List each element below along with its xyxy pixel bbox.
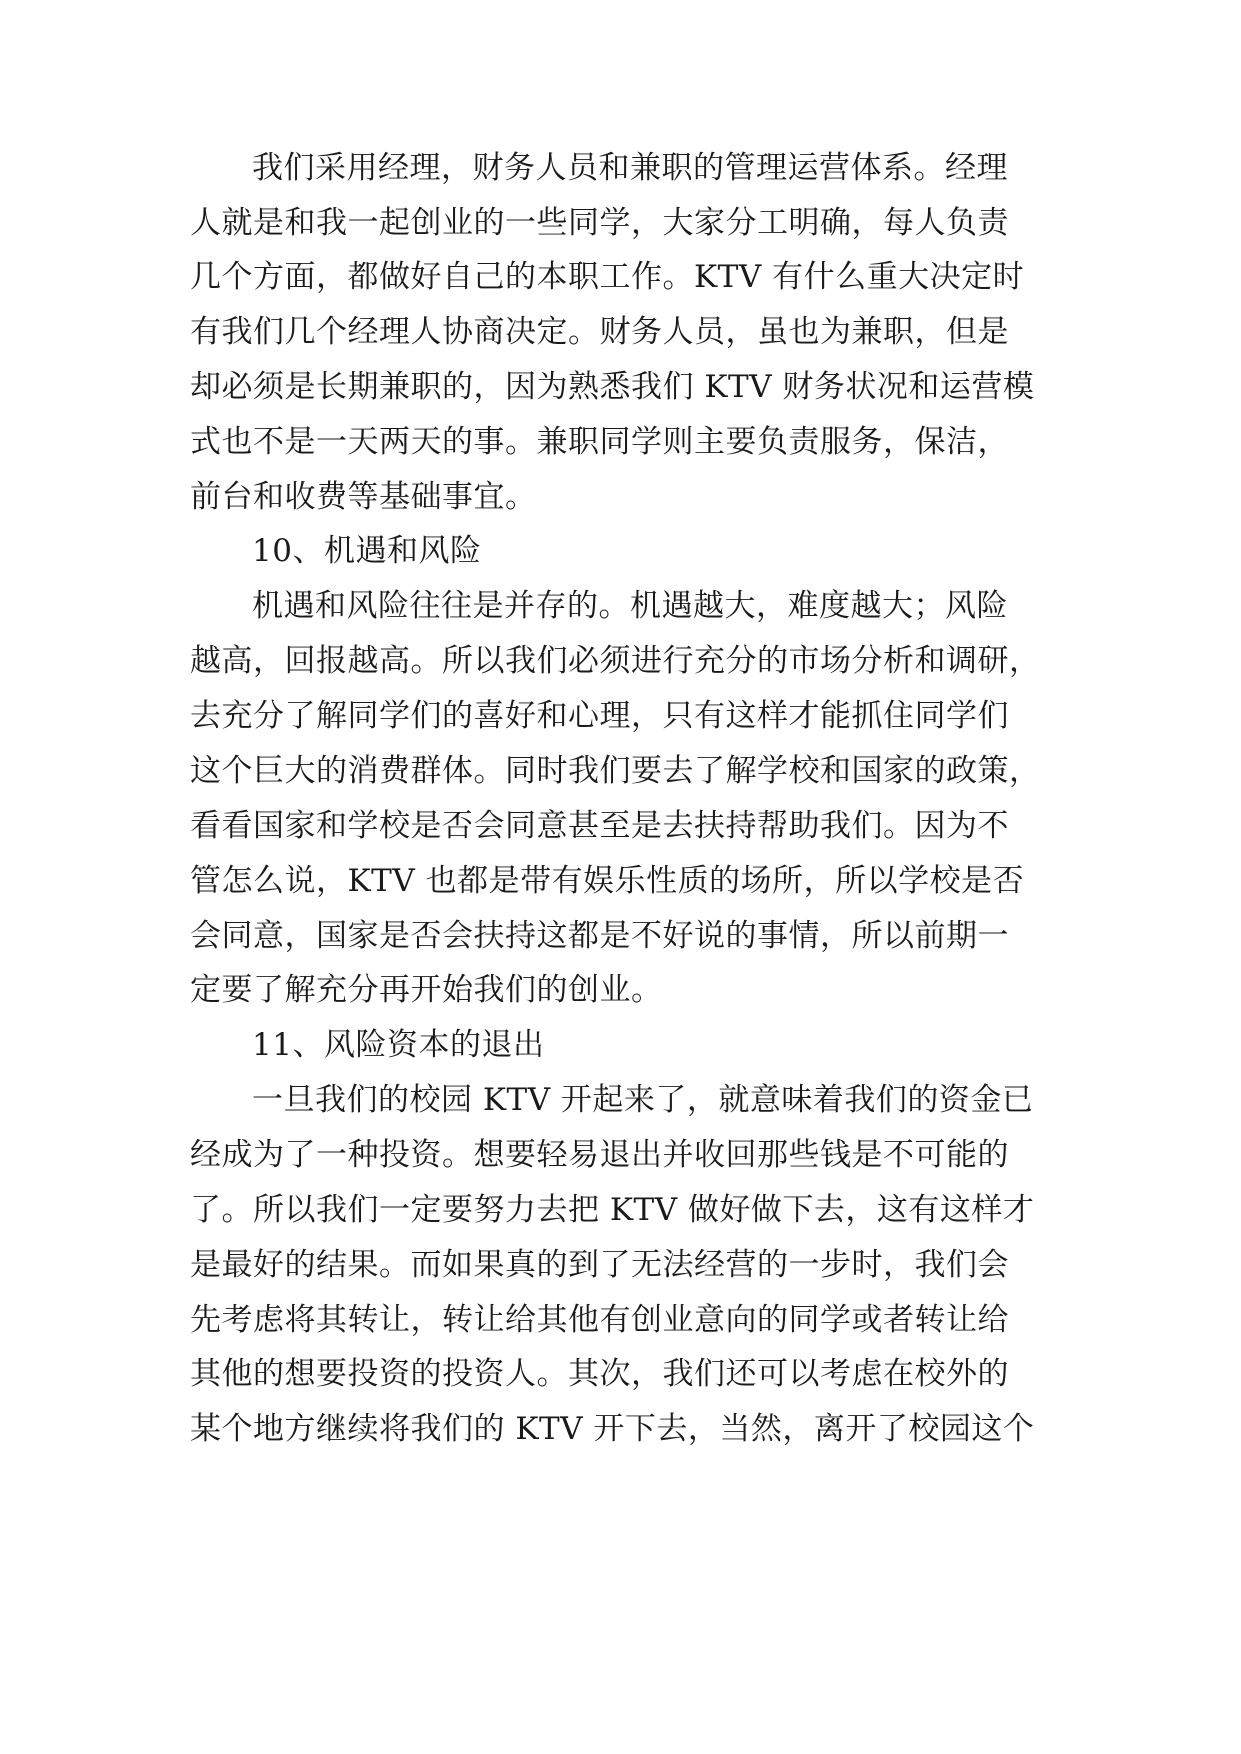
paragraph-management-line-3: 几个方面，都做好自己的本职工作。KTV 有什么重大决定时	[190, 259, 1025, 295]
paragraph-management-line-1: 我们采用经理，财务人员和兼职的管理运营体系。经理	[252, 150, 1008, 186]
paragraph-risk-line-1: 机遇和风险往往是并存的。机遇越大，难度越大；风险	[252, 588, 1008, 624]
paragraph-exit-line-5: 先考虑将其转让，转让给其他有创业意向的同学或者转让给	[190, 1302, 1009, 1338]
paragraph-risk-line-3: 去充分了解同学们的喜好和心理，只有这样才能抓住同学们	[190, 698, 1009, 734]
paragraph-management-line-7: 前台和收费等基础事宜。	[190, 479, 537, 515]
paragraph-exit-line-7: 某个地方继续将我们的 KTV 开下去，当然，离开了校园这个	[190, 1411, 1035, 1447]
paragraph-management-line-6: 式也不是一天两天的事。兼职同学则主要负责服务，保洁，	[190, 424, 1009, 460]
paragraph-management-line-5: 却必须是长期兼职的，因为熟悉我们 KTV 财务状况和运营模	[190, 369, 1035, 405]
paragraph-risk-line-8: 定要了解充分再开始我们的创业。	[190, 972, 663, 1008]
paragraph-management-line-2: 人就是和我一起创业的一些同学，大家分工明确，每人负责	[190, 205, 1009, 241]
paragraph-risk-line-6: 管怎么说，KTV 也都是带有娱乐性质的场所，所以学校是否	[190, 863, 1025, 899]
paragraph-exit-line-4: 是最好的结果。而如果真的到了无法经营的一步时，我们会	[190, 1247, 1009, 1283]
paragraph-management-line-4: 有我们几个经理人协商决定。财务人员，虽也为兼职，但是	[190, 314, 1009, 350]
paragraph-risk-line-5: 看看国家和学校是否会同意甚至是去扶持帮助我们。因为不	[190, 808, 1009, 844]
paragraph-risk-line-4: 这个巨大的消费群体。同时我们要去了解学校和国家的政策，	[190, 753, 1041, 789]
section-heading-opportunity-risk: 10、机遇和风险	[252, 533, 482, 569]
paragraph-risk-line-2: 越高，回报越高。所以我们必须进行充分的市场分析和调研，	[190, 643, 1041, 679]
paragraph-exit-line-3: 了。所以我们一定要努力去把 KTV 做好做下去，这有这样才	[190, 1192, 1035, 1228]
paragraph-exit-line-6: 其他的想要投资的投资人。其次，我们还可以考虑在校外的	[190, 1356, 1009, 1392]
paragraph-exit-line-2: 经成为了一种投资。想要轻易退出并收回那些钱是不可能的	[190, 1137, 1009, 1173]
paragraph-risk-line-7: 会同意，国家是否会扶持这都是不好说的事情，所以前期一	[190, 918, 1009, 954]
paragraph-exit-line-1: 一旦我们的校园 KTV 开起来了，就意味着我们的资金已	[252, 1082, 1034, 1118]
section-heading-capital-exit: 11、风险资本的退出	[252, 1027, 545, 1063]
